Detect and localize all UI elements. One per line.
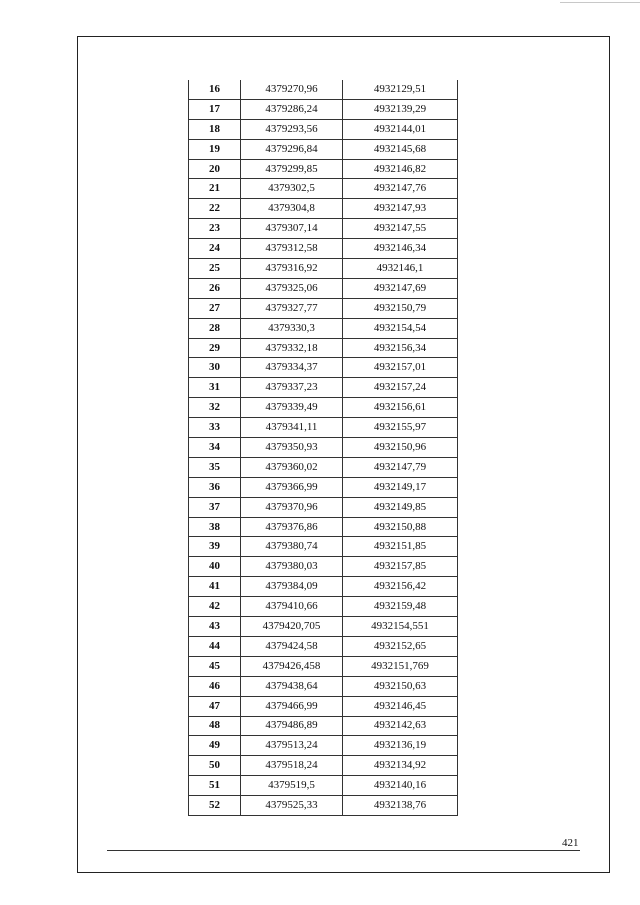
y-coordinate-cell: 4932146,34	[343, 239, 458, 259]
x-coordinate-cell: 4379384,09	[241, 577, 343, 597]
y-coordinate-cell: 4932159,48	[343, 597, 458, 617]
point-number-cell: 40	[189, 557, 241, 577]
y-coordinate-cell: 4932151,769	[343, 656, 458, 676]
table-row	[189, 776, 458, 796]
point-number-cell: 41	[189, 577, 241, 597]
x-coordinate-cell: 4379325,06	[241, 278, 343, 298]
table-row	[189, 676, 458, 696]
x-coordinate-cell: 4379334,37	[241, 358, 343, 378]
table-row	[189, 716, 458, 736]
x-coordinate-cell: 4379293,56	[241, 119, 343, 139]
y-coordinate-cell: 4932147,79	[343, 457, 458, 477]
x-coordinate-cell: 4379410,66	[241, 597, 343, 617]
table-row	[189, 736, 458, 756]
point-number-cell: 18	[189, 119, 241, 139]
y-coordinate-cell: 4932147,55	[343, 219, 458, 239]
table-row	[189, 696, 458, 716]
y-coordinate-cell: 4932152,65	[343, 636, 458, 656]
point-number-cell: 24	[189, 239, 241, 259]
y-coordinate-cell: 4932139,29	[343, 99, 458, 119]
point-number-cell: 42	[189, 597, 241, 617]
x-coordinate-cell: 4379518,24	[241, 756, 343, 776]
x-coordinate-cell: 4379286,24	[241, 99, 343, 119]
x-coordinate-cell: 4379380,03	[241, 557, 343, 577]
y-coordinate-cell: 4932156,61	[343, 398, 458, 418]
x-coordinate-cell: 4379486,89	[241, 716, 343, 736]
point-number-cell: 39	[189, 537, 241, 557]
y-coordinate-cell: 4932155,97	[343, 418, 458, 438]
y-coordinate-cell: 4932134,92	[343, 756, 458, 776]
table-row	[189, 756, 458, 776]
point-number-cell: 20	[189, 159, 241, 179]
table-row	[189, 259, 458, 279]
table-row	[189, 179, 458, 199]
y-coordinate-cell: 4932147,93	[343, 199, 458, 219]
coordinates-table	[188, 80, 458, 816]
table-row	[189, 99, 458, 119]
x-coordinate-cell: 4379270,96	[241, 80, 343, 99]
x-coordinate-cell: 4379420,705	[241, 617, 343, 637]
table-row	[189, 577, 458, 597]
table-row	[189, 239, 458, 259]
point-number-cell: 50	[189, 756, 241, 776]
point-number-cell: 38	[189, 517, 241, 537]
x-coordinate-cell: 4379360,02	[241, 457, 343, 477]
table-row	[189, 457, 458, 477]
table-row	[189, 338, 458, 358]
point-number-cell: 17	[189, 99, 241, 119]
y-coordinate-cell: 4932147,69	[343, 278, 458, 298]
point-number-cell: 51	[189, 776, 241, 796]
coordinates-table-body	[189, 80, 458, 815]
y-coordinate-cell: 4932129,51	[343, 80, 458, 99]
point-number-cell: 25	[189, 259, 241, 279]
y-coordinate-cell: 4932150,63	[343, 676, 458, 696]
table-row	[189, 537, 458, 557]
table-row	[189, 358, 458, 378]
y-coordinate-cell: 4932157,85	[343, 557, 458, 577]
x-coordinate-cell: 4379307,14	[241, 219, 343, 239]
table-row	[189, 119, 458, 139]
x-coordinate-cell: 4379350,93	[241, 438, 343, 458]
table-row	[189, 796, 458, 816]
footer-rule	[107, 850, 580, 851]
y-coordinate-cell: 4932150,79	[343, 298, 458, 318]
y-coordinate-cell: 4932157,24	[343, 378, 458, 398]
x-coordinate-cell: 4379466,99	[241, 696, 343, 716]
point-number-cell: 44	[189, 636, 241, 656]
x-coordinate-cell: 4379327,77	[241, 298, 343, 318]
x-coordinate-cell: 4379316,92	[241, 259, 343, 279]
y-coordinate-cell: 4932154,54	[343, 318, 458, 338]
table-row	[189, 517, 458, 537]
table-row	[189, 477, 458, 497]
point-number-cell: 29	[189, 338, 241, 358]
table-row	[189, 636, 458, 656]
x-coordinate-cell: 4379426,458	[241, 656, 343, 676]
table-row	[189, 418, 458, 438]
y-coordinate-cell: 4932150,88	[343, 517, 458, 537]
y-coordinate-cell: 4932157,01	[343, 358, 458, 378]
table-row	[189, 497, 458, 517]
point-number-cell: 46	[189, 676, 241, 696]
table-row	[189, 557, 458, 577]
table-row	[189, 298, 458, 318]
y-coordinate-cell: 4932154,551	[343, 617, 458, 637]
x-coordinate-cell: 4379339,49	[241, 398, 343, 418]
y-coordinate-cell: 4932149,17	[343, 477, 458, 497]
point-number-cell: 47	[189, 696, 241, 716]
y-coordinate-cell: 4932140,16	[343, 776, 458, 796]
x-coordinate-cell: 4379376,86	[241, 517, 343, 537]
y-coordinate-cell: 4932147,76	[343, 179, 458, 199]
x-coordinate-cell: 4379370,96	[241, 497, 343, 517]
table-row	[189, 617, 458, 637]
top-edge-rule	[560, 2, 640, 3]
point-number-cell: 28	[189, 318, 241, 338]
x-coordinate-cell: 4379299,85	[241, 159, 343, 179]
x-coordinate-cell: 4379296,84	[241, 139, 343, 159]
table-row	[189, 398, 458, 418]
table-row	[189, 656, 458, 676]
x-coordinate-cell: 4379519,5	[241, 776, 343, 796]
x-coordinate-cell: 4379302,5	[241, 179, 343, 199]
table-row	[189, 80, 458, 99]
x-coordinate-cell: 4379513,24	[241, 736, 343, 756]
x-coordinate-cell: 4379330,3	[241, 318, 343, 338]
table-row	[189, 597, 458, 617]
table-row	[189, 438, 458, 458]
point-number-cell: 48	[189, 716, 241, 736]
point-number-cell: 22	[189, 199, 241, 219]
x-coordinate-cell: 4379366,99	[241, 477, 343, 497]
point-number-cell: 19	[189, 139, 241, 159]
x-coordinate-cell: 4379304,8	[241, 199, 343, 219]
x-coordinate-cell: 4379332,18	[241, 338, 343, 358]
table-row	[189, 159, 458, 179]
table-row	[189, 318, 458, 338]
y-coordinate-cell: 4932146,1	[343, 259, 458, 279]
point-number-cell: 27	[189, 298, 241, 318]
y-coordinate-cell: 4932150,96	[343, 438, 458, 458]
table-row	[189, 139, 458, 159]
x-coordinate-cell: 4379438,64	[241, 676, 343, 696]
point-number-cell: 35	[189, 457, 241, 477]
y-coordinate-cell: 4932151,85	[343, 537, 458, 557]
x-coordinate-cell: 4379341,11	[241, 418, 343, 438]
y-coordinate-cell: 4932144,01	[343, 119, 458, 139]
point-number-cell: 36	[189, 477, 241, 497]
point-number-cell: 52	[189, 796, 241, 816]
point-number-cell: 16	[189, 80, 241, 99]
x-coordinate-cell: 4379525,33	[241, 796, 343, 816]
point-number-cell: 37	[189, 497, 241, 517]
y-coordinate-cell: 4932149,85	[343, 497, 458, 517]
y-coordinate-cell: 4932156,42	[343, 577, 458, 597]
y-coordinate-cell: 4932136,19	[343, 736, 458, 756]
y-coordinate-cell: 4932146,45	[343, 696, 458, 716]
x-coordinate-cell: 4379337,23	[241, 378, 343, 398]
x-coordinate-cell: 4379380,74	[241, 537, 343, 557]
page-number: 421	[562, 837, 579, 849]
point-number-cell: 34	[189, 438, 241, 458]
y-coordinate-cell: 4932142,63	[343, 716, 458, 736]
point-number-cell: 31	[189, 378, 241, 398]
point-number-cell: 23	[189, 219, 241, 239]
point-number-cell: 33	[189, 418, 241, 438]
point-number-cell: 30	[189, 358, 241, 378]
table-row	[189, 199, 458, 219]
point-number-cell: 21	[189, 179, 241, 199]
point-number-cell: 26	[189, 278, 241, 298]
y-coordinate-cell: 4932138,76	[343, 796, 458, 816]
table-row	[189, 378, 458, 398]
table-row	[189, 219, 458, 239]
table-row	[189, 278, 458, 298]
point-number-cell: 45	[189, 656, 241, 676]
point-number-cell: 43	[189, 617, 241, 637]
x-coordinate-cell: 4379424,58	[241, 636, 343, 656]
point-number-cell: 49	[189, 736, 241, 756]
x-coordinate-cell: 4379312,58	[241, 239, 343, 259]
y-coordinate-cell: 4932146,82	[343, 159, 458, 179]
point-number-cell: 32	[189, 398, 241, 418]
y-coordinate-cell: 4932145,68	[343, 139, 458, 159]
y-coordinate-cell: 4932156,34	[343, 338, 458, 358]
